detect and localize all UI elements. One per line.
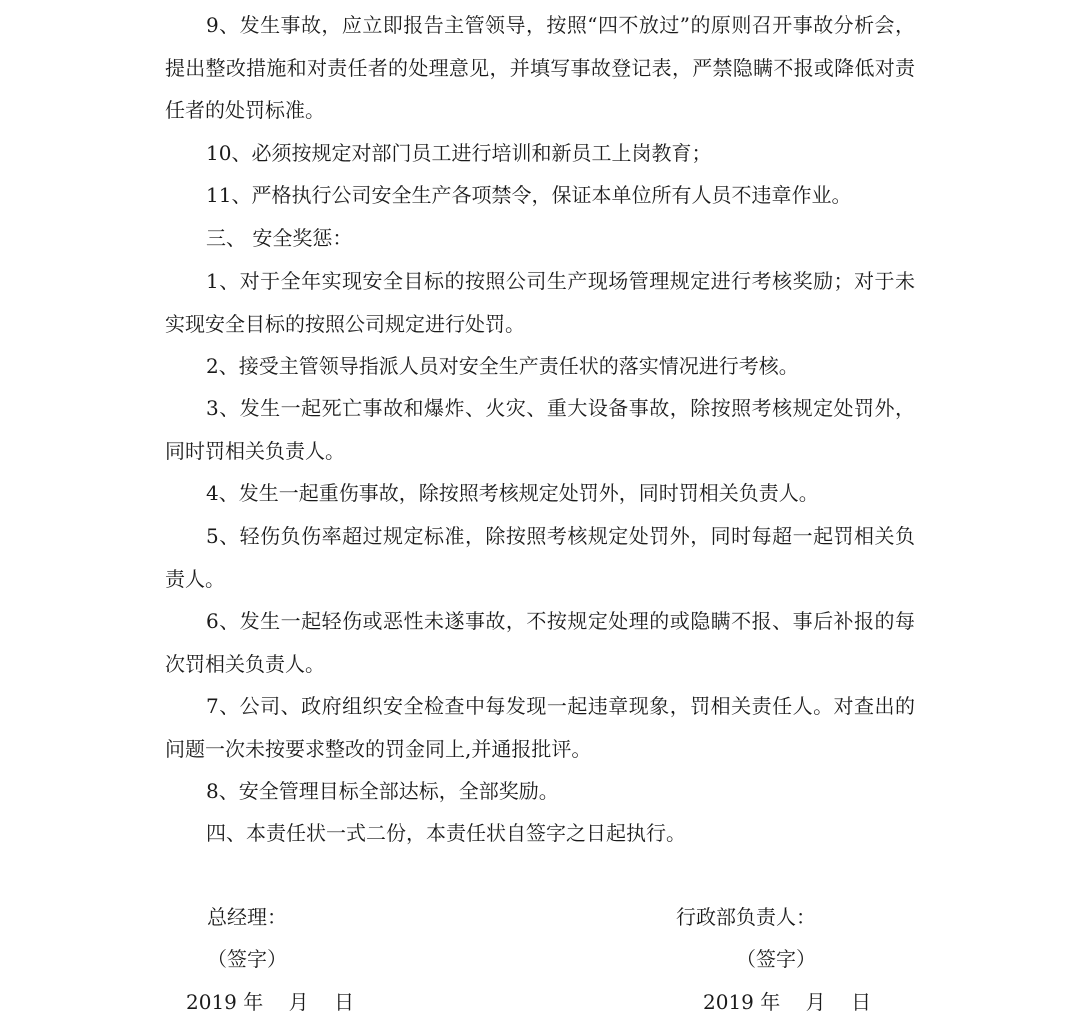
section-heading-rewards-penalties: 三、 安全奖惩： <box>206 226 353 250</box>
signature-date-right: 2019 年 月 日 <box>703 990 872 1014</box>
signature-placeholder-left: （签字） <box>207 947 287 971</box>
paragraph-item-9: 9、发生事故，应立即报告主管领导，按照“四不放过”的原则召开事故分析会，提出整改措施和对责任者的处理意见，并填写事故登记表，严禁隐瞒不报或降低对责任者的处罚标准。 <box>165 13 915 122</box>
section-heading-execution: 四、本责任状一式二份，本责任状自签字之日起执行。 <box>206 821 686 845</box>
paragraph-reward-5: 5、轻伤负伤率超过规定标准，除按照考核规定处罚外，同时每超一起罚相关负责人。 <box>165 524 915 591</box>
paragraph-reward-1: 1、对于全年实现安全目标的按照公司生产现场管理规定进行考核奖励；对于未实现安全目标的按照公司规定进行处罚。 <box>165 269 915 336</box>
paragraph-reward-6: 6、发生一起轻伤或恶性未遂事故，不按规定处理的或隐瞒不报、事后补报的每次罚相关负责人。 <box>165 609 915 676</box>
signature-date-left: 2019 年 月 日 <box>186 990 355 1014</box>
paragraph-reward-3: 3、发生一起死亡事故和爆炸、火灾、重大设备事故，除按照考核规定处罚外，同时罚相关负责人。 <box>165 396 915 463</box>
paragraph-item-10: 10、必须按规定对部门员工进行培训和新员工上岗教育； <box>206 141 712 165</box>
paragraph-item-11: 11、严格执行公司安全生产各项禁令，保证本单位所有人员不违章作业。 <box>206 183 852 207</box>
signature-role-general-manager: 总经理： <box>207 905 287 929</box>
signature-placeholder-right: （签字） <box>736 947 816 971</box>
paragraph-reward-7: 7、公司、政府组织安全检查中每发现一起违章现象，罚相关责任人。对查出的问题一次未按要求整改的罚金同上,并通报批评。 <box>165 694 915 761</box>
paragraph-reward-4: 4、发生一起重伤事故，除按照考核规定处罚外，同时罚相关负责人。 <box>206 481 819 505</box>
signature-role-admin-head: 行政部负责人： <box>676 905 816 929</box>
paragraph-reward-2: 2、接受主管领导指派人员对安全生产责任状的落实情况进行考核。 <box>206 354 799 378</box>
paragraph-reward-8: 8、安全管理目标全部达标，全部奖励。 <box>206 779 559 803</box>
